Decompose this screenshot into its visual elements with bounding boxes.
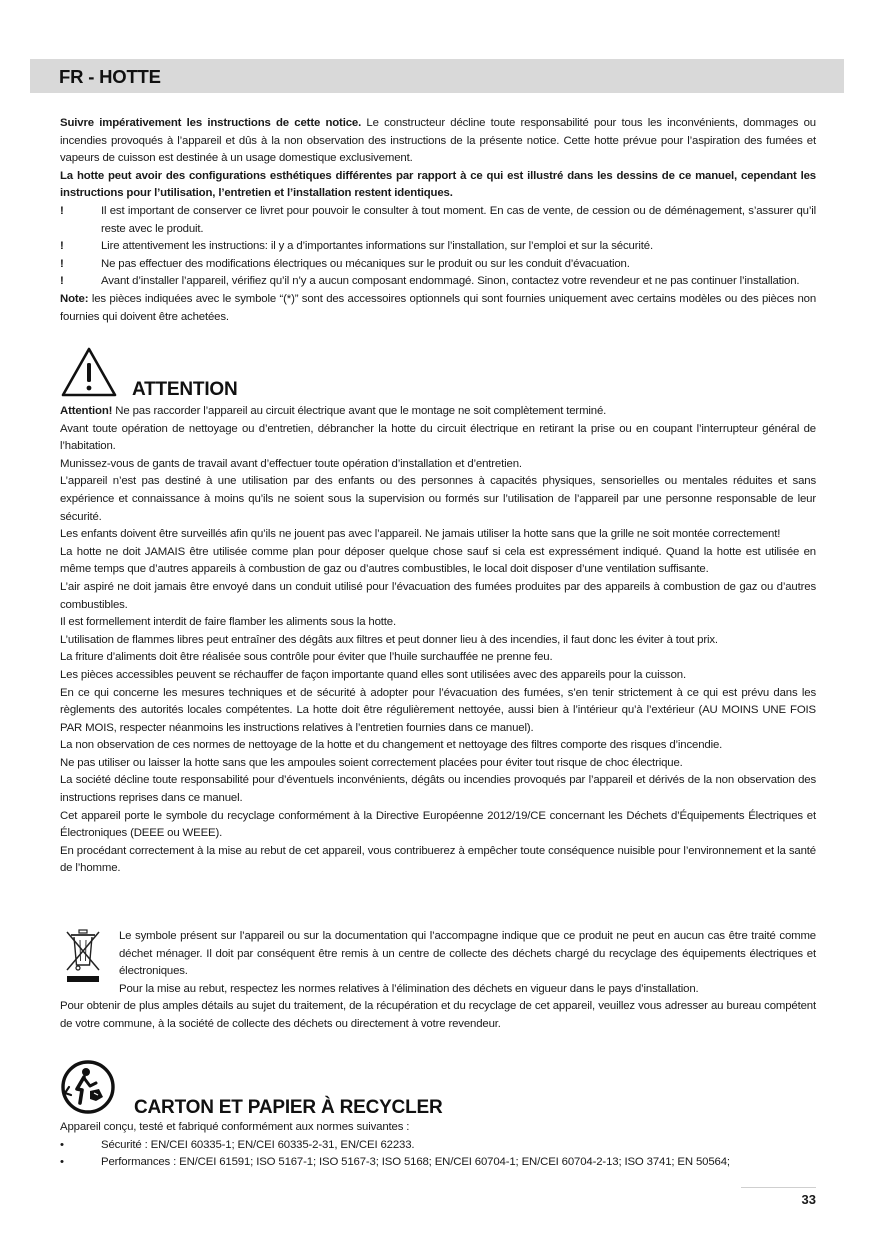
weee-contact-section xyxy=(60,998,816,1033)
exclamation-mark: ! xyxy=(60,240,64,253)
intro-text: Le constructeur décline toute responsabilité pour tous les inconvénients, dommages ou incendies provoqués à l’appareil et dûs à la non observation des instructions de la présente notice. Cette hotte prévue pour l’aspiration des fumées et vapeurs de cuisson est destinée à un usage domestique exclusivement. xyxy=(60,117,816,165)
warning-bullet-text: Avant d’installer l’appareil, vérifiez qu’il n’y a aucun composant endommagé. Sinon, contactez votre revendeur et ne pas continuer l’installation. xyxy=(101,275,800,288)
attention-paragraph: Les enfants doivent être surveillés afin qu’ils ne jouent pas avec l’appareil. Ne jamais utiliser la hotte sans que la grille ne soit montée correctement! xyxy=(60,528,781,541)
attention-paragraph: En procédant correctement à la mise au rebut de cet appareil, vous contribuerez à empêcher toute conséquence nuisible pour l’environnement et la santé de l’homme. xyxy=(60,844,816,875)
note-label: Note: xyxy=(60,292,89,305)
attention-paragraph: La hotte ne doit JAMAIS être utilisée comme plan pour déposer quelque chose sauf si cela est expressément indiqué. Quand la hotte est utilisée en même temps que d’autres appareils à combustion de gaz ou d’autres combustibles, le local doit disposer d’une ventilation suffisante. xyxy=(60,545,816,576)
warning-bullet xyxy=(60,256,816,274)
note-paragraph xyxy=(60,291,816,326)
exclamation-mark: ! xyxy=(60,204,64,217)
warning-bullet-text: Ne pas effectuer des modifications électriques ou mécaniques sur le produit ou sur les conduit d’évacuation. xyxy=(101,257,630,270)
weee-paragraph: Le symbole présent sur l’appareil ou sur la documentation qui l’accompagne indique que ce produit ne peut en aucun cas être traité comme déchet ménager. Il doit par conséquent être remis à un centre de collecte des déchets chargé du recyclage des équipements électriques et électroniques. xyxy=(119,930,816,978)
attention-paragraph: L’air aspiré ne doit jamais être envoyé dans un conduit utilisé pour l’évacuation des fumées produites par des appareils à combustion de gaz ou d’autres combustibles. xyxy=(60,580,816,611)
warning-bullet xyxy=(60,273,816,291)
attention-title: ATTENTION xyxy=(132,379,238,400)
page-title: FR - HOTTE xyxy=(59,66,161,87)
warning-triangle-icon xyxy=(60,346,118,398)
attention-paragraph: Les pièces accessibles peuvent se réchauffer de façon importante quand elles sont utilisées avec des appareils pour la cuisson. xyxy=(60,668,686,681)
attention-first-text: Ne pas raccorder l’appareil au circuit électrique avant que le montage ne soit complètement terminé. xyxy=(112,405,607,417)
configuration-notice: La hotte peut avoir des configurations esthétiques différentes par rapport à ce qui est illustré dans les dessins de ce manuel, cependant les instructions pour l’utilisation, l’entretien et l’installation restent identiques. xyxy=(60,169,816,200)
recycle-heading xyxy=(60,1059,443,1118)
attention-paragraph: La société décline toute responsabilité pour d’éventuels inconvénients, dégâts ou incendies provoqués par l’appareil et dérivés de la non observation des instructions reprises dans ce manuel. xyxy=(60,774,816,805)
attention-paragraph: En ce qui concerne les mesures techniques et de sécurité à adopter pour l’évacuation des fumées, s’en tenir strictement à ce qui est prévu dans les règlements des autorités locales compétentes. La hotte doit être régulièrement nettoyée, aussi bien à l’intérieur qu’à l’extérieur (AU MOINS UNE FOIS PAR MOIS, respecter néanmoins les instructions relatives à l’entretien fournies dans ce manuel). xyxy=(60,686,816,734)
weee-paragraph: Pour la mise au rebut, respectez les normes relatives à l’élimination des déchets en vigueur dans le pays d’installation. xyxy=(119,982,699,995)
note-text: les pièces indiquées avec le symbole “(*)” sont des accessoires optionnels qui sont fournies uniquement avec certains modèles ou des pièces non fournies qui doivent être achetées. xyxy=(60,292,816,323)
weee-section xyxy=(119,928,816,998)
attention-paragraph: La friture d’aliments doit être réalisée sous contrôle pour éviter que l’huile surchauffée ne prenne feu. xyxy=(60,651,553,664)
crossed-bin-icon xyxy=(64,928,102,984)
standards-bullet xyxy=(60,1137,816,1155)
intro-bold-lead: Suivre impérativement les instructions de cette notice. xyxy=(60,117,362,129)
attention-bold-lead: Attention! xyxy=(60,405,113,417)
attention-paragraph: L’appareil n’est pas destiné à une utilisation par des enfants ou des personnes à capacités physiques, sensorielles ou mentales réduites et sans expérience et connaissance à moins qu’ils ne soient sous la supervision ou formés sur l’utilisation de l’appareil par une personne responsable de leur sécurité. xyxy=(60,475,816,523)
warning-bullet xyxy=(60,203,816,238)
attention-paragraph: L’utilisation de flammes libres peut entraîner des dégâts aux filtres et peut donner lieu à des incendies, il faut donc les éviter à tout prix. xyxy=(60,633,718,646)
standards-bullet xyxy=(60,1154,816,1172)
standards-intro: Appareil conçu, testé et fabriqué conformément aux normes suivantes : xyxy=(60,1121,410,1133)
standards-section xyxy=(60,1119,816,1172)
standards-bullet-text: Sécurité : EN/CEI 60335-1; EN/CEI 60335-2-31, EN/CEI 62233. xyxy=(101,1138,415,1151)
standards-bullet-text: Performances : EN/CEI 61591; ISO 5167-1; ISO 5167-3; ISO 5168; EN/CEI 60704-1; EN/CEI 60704-2-13; ISO 3741; EN 50564; xyxy=(101,1156,730,1169)
bullet-dot: • xyxy=(60,1156,64,1169)
attention-heading xyxy=(60,346,238,398)
attention-section xyxy=(60,403,816,878)
recycle-symbol-icon xyxy=(60,1059,116,1115)
attention-paragraph: Cet appareil porte le symbole du recyclage conformément à la Directive Européenne 2012/19/CE concernant les Déchets d’Équipements Électriques et Électroniques (DEEE ou WEEE). xyxy=(60,809,816,840)
footer-divider xyxy=(741,1187,816,1188)
attention-paragraph: Avant toute opération de nettoyage ou d’entretien, débrancher la hotte du circuit électrique en retirant la prise ou en coupant l’interrupteur général de l’habitation. xyxy=(60,422,816,453)
intro-paragraph xyxy=(60,115,816,168)
page-number: 33 xyxy=(801,1192,816,1207)
warning-bullet-text: Il est important de conserver ce livret pour pouvoir le consulter à tout moment. En cas de vente, de cession ou de déménagement, s’assurer qu’il reste avec le produit. xyxy=(101,204,816,235)
warning-bullet xyxy=(60,238,816,256)
attention-paragraph: Ne pas utiliser ou laisser la hotte sans que les ampoules soient correctement placées pour éviter tout risque de choc électrique. xyxy=(60,756,683,769)
intro-section xyxy=(60,115,816,326)
bullet-dot: • xyxy=(60,1138,64,1151)
warning-bullet-text: Lire attentivement les instructions: il y a d’importantes informations sur l’installation, sur l’emploi et sur la sécurité. xyxy=(101,240,653,253)
attention-paragraph: Munissez-vous de gants de travail avant d’effectuer toute opération d’installation et d’entretien. xyxy=(60,457,522,470)
attention-paragraph: Il est formellement interdit de faire flamber les aliments sous la hotte. xyxy=(60,616,396,629)
weee-contact-paragraph: Pour obtenir de plus amples détails au sujet du traitement, de la récupération et du recyclage de cet appareil, veuillez vous adresser au bureau compétent de votre commune, à la société de collecte des déchets ou directement à votre revendeur. xyxy=(60,1000,816,1030)
attention-first-paragraph xyxy=(60,403,816,421)
exclamation-mark: ! xyxy=(60,275,64,288)
exclamation-mark: ! xyxy=(60,257,64,270)
section-header-bar xyxy=(30,59,844,93)
recycle-title: CARTON ET PAPIER À RECYCLER xyxy=(134,1097,443,1118)
attention-paragraph: La non observation de ces normes de nettoyage de la hotte et du changement et nettoyage des filtres comporte des risques d’incendie. xyxy=(60,739,723,752)
